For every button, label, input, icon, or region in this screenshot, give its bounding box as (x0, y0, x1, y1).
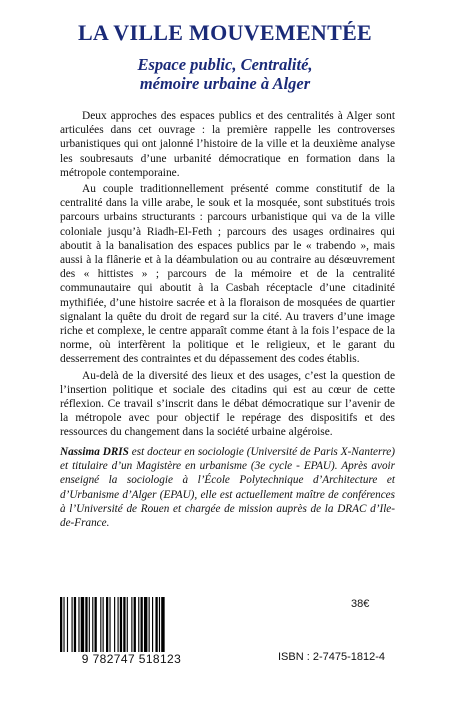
subtitle-line-1: Espace public, Centralité, (137, 55, 313, 74)
back-cover-text (60, 109, 395, 442)
barcode-bar (131, 597, 132, 652)
barcode-bar (95, 597, 97, 652)
barcode-bar (72, 597, 73, 652)
author-name: Nassima DRIS (60, 446, 129, 458)
barcode-bar (67, 597, 68, 652)
barcode-bar (100, 597, 101, 652)
barcode-bar (114, 597, 115, 652)
barcode-bar (123, 597, 125, 652)
book-title: LA VILLE MOUVEMENTÉE (77, 20, 373, 45)
paragraph-3: Au-delà de la diversité des lieux et des usages, c’est la question de l’insertion politique et sociale des citadins qui est au cœur de cette réflexion. Ce travail s’inscrit dans le débat démocratique sur l’avenir de la métropole avec pour objectif le repérage des dispositifs et des ressources du changement dans la société urbaine algéroise. (60, 369, 395, 439)
barcode-bar (144, 597, 147, 652)
barcode-bar (159, 597, 160, 652)
barcode-bar (155, 597, 157, 652)
barcode-bar (161, 597, 164, 652)
barcode-bar (118, 597, 119, 652)
barcode-bar (74, 597, 76, 652)
isbn-label: ISBN : 2-7475-1812-4 (278, 651, 386, 663)
barcode-bar (152, 597, 153, 652)
barcode-bar (81, 597, 84, 652)
barcode-bar (138, 597, 139, 652)
barcode-bar (149, 597, 150, 652)
barcode-bar (141, 597, 143, 652)
barcode-bar (63, 597, 64, 652)
barcode-bar (120, 597, 122, 652)
barcode-bar (134, 597, 136, 652)
subtitle-line-2: mémoire urbaine à Alger (139, 74, 311, 93)
barcode-bar (89, 597, 90, 652)
author-bio (60, 445, 395, 530)
author-bio-text: est docteur en sociologie (Université de Paris X-Nanterre) et titulaire d’un Magistère en urbanisme (3e cycle - EPAU). Après avoir enseigné la sociologie à l’École Polytechnique d’Architecture et d’Urbanisme d’Alger (EPAU), elle est actuellement maître de conférences à l’Université de Rouen et chargée de mission auprès de la DRAC d’Ile-de-France. (60, 446, 395, 530)
barcode-bar (85, 597, 87, 652)
book-subtitle (0, 55, 450, 93)
price-label: 38€ (351, 598, 370, 610)
barcode (58, 597, 203, 652)
paragraph-1: Deux approches des espaces publics et des centralités à Alger sont articulées dans cet ouvrage : la première rappelle les controverses urbanistiques qui ont jalonné l’histoire de la ville et la deuxième analyse les soubresauts d’une urbanité démocratique en formation dans la métropole contemporaine. (60, 110, 395, 179)
barcode-bar (60, 597, 62, 652)
barcode-bar (127, 597, 128, 652)
barcode-bar (109, 597, 110, 652)
barcode-bar (106, 597, 108, 652)
barcode-bar (103, 597, 104, 652)
paragraph-2: Au couple traditionnellement présenté comme constitutif de la centralité dans la ville arabe, le souk et la mosquée, sont substitués trois parcours urbains structurants : parcours urbanistique qui va de la ville coloniale jusqu’à Riadh-El-Feth ; parcours des usages ordinaires qui aboutit à la banalisation des espaces publics par le « trabendo », mais aussi à la flânerie et à la déambulation ou au contraire au désœuvrement des « hittistes » ; parcours de la mémoire et de la centralité communautaire qui aboutit à la Casbah réceptacle d’une citadinité mythifiée, d’une histoire sacrée et à la floraison de mosquées de quartier signalant la quête du droit de regard sur la cité. Au travers d’une image riche et complexe, le centre apparaît comme étant à la fois l’espace de la norme, où interfèrent la politique et le religieux, et le garant du desserrement des contraintes et du dépassement des codes établis. (60, 183, 395, 366)
barcode-number: 9 782747 518123 (81, 652, 182, 666)
barcode-bar (92, 597, 93, 652)
barcode-bar (78, 597, 79, 652)
